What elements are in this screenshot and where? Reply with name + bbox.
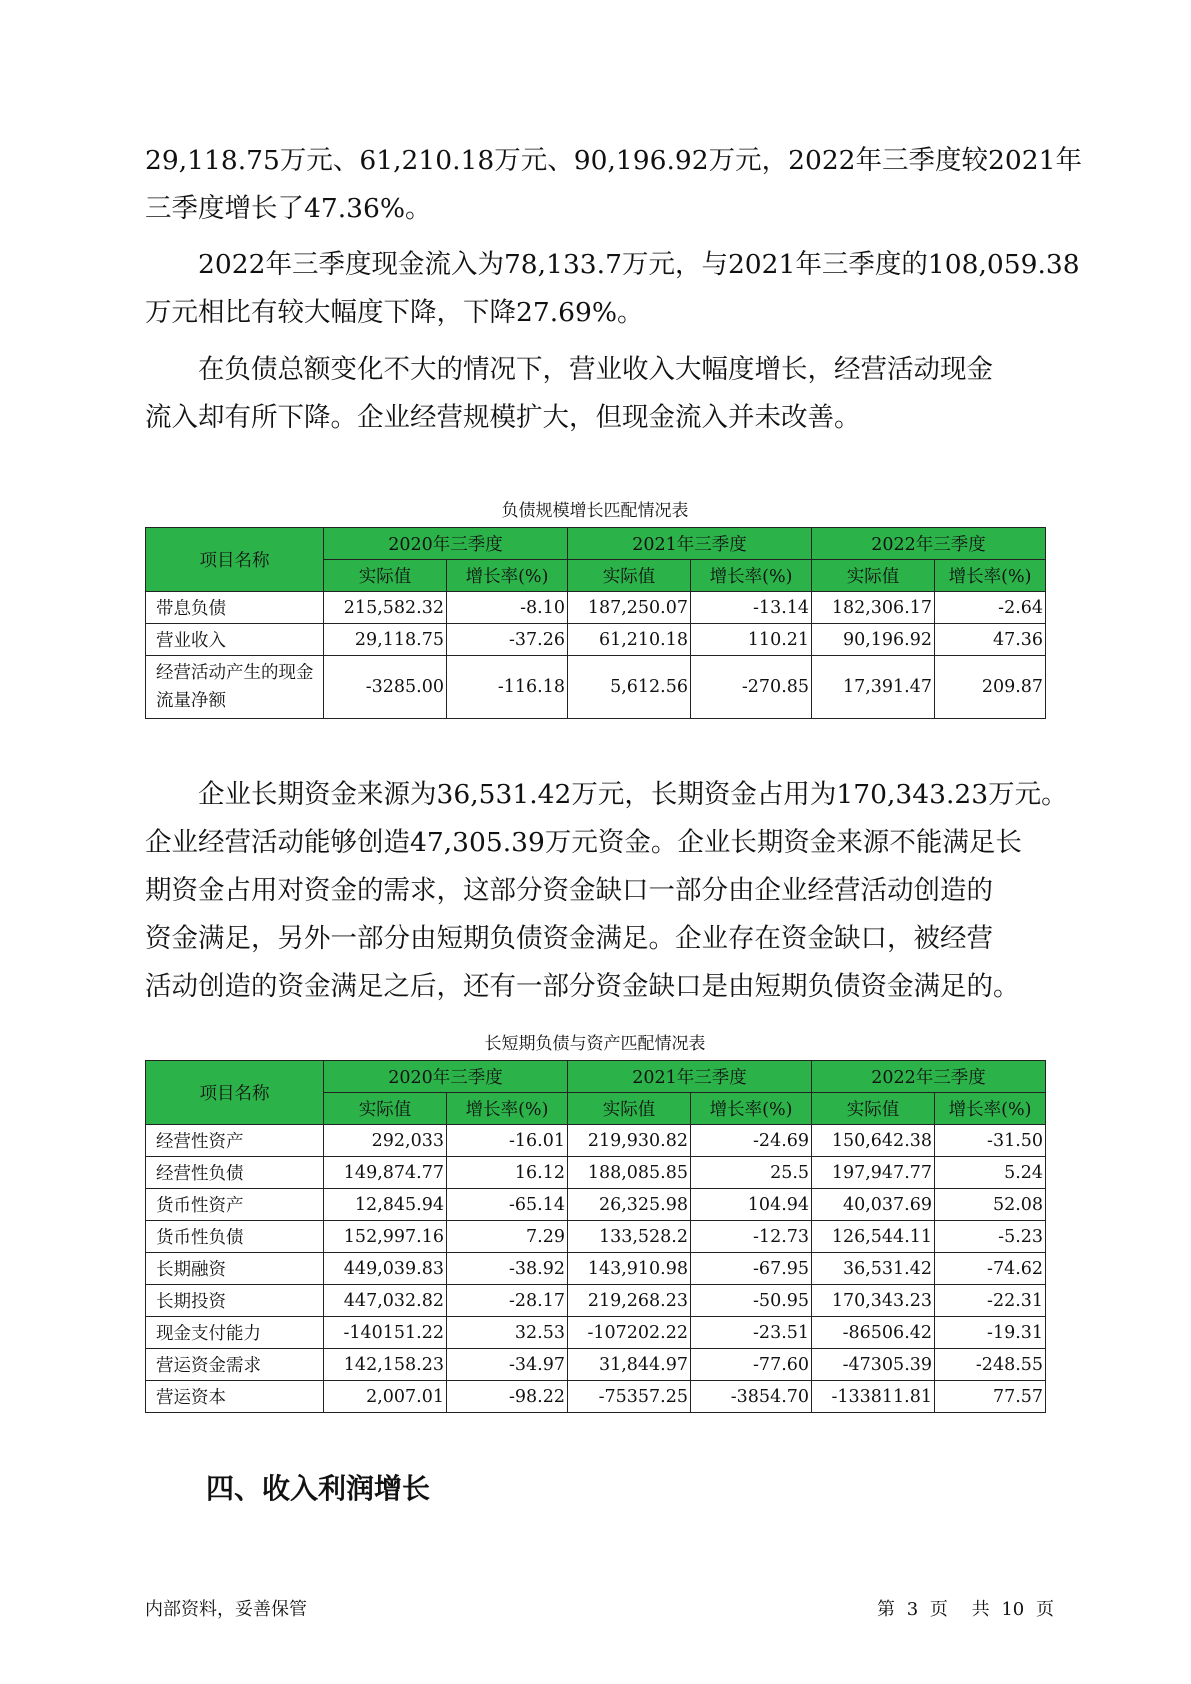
table-cell: 219,268.23: [568, 1285, 691, 1317]
table-cell: 25.5: [691, 1157, 812, 1189]
actual-value-header: 实际值: [324, 1093, 447, 1125]
table-cell: 133,528.2: [568, 1221, 691, 1253]
paragraph-line: 流入却有所下降。企业经营规模扩大，但现金流入并未改善。: [145, 402, 861, 433]
table-cell: -77.60: [691, 1349, 812, 1381]
table-cell: -24.69: [691, 1125, 812, 1157]
table-cell: 197,947.77: [812, 1157, 935, 1189]
table-cell: 292,033: [324, 1125, 447, 1157]
paragraph-line: 29,118.75万元、61,210.18万元、90,196.92万元，2022年三季度较2021年: [145, 145, 1082, 176]
table-cell: -116.18: [447, 656, 568, 719]
item-name-header: 项目名称: [146, 528, 324, 592]
footer-note: 内部资料，妥善保管: [145, 1599, 307, 1620]
table-row: [146, 1157, 1046, 1189]
table-cell: -75357.25: [568, 1381, 691, 1413]
table-cell: -16.01: [447, 1125, 568, 1157]
table-cell: 170,343.23: [812, 1285, 935, 1317]
table-cell: -86506.42: [812, 1317, 935, 1349]
table1-caption: 负债规模增长匹配情况表: [501, 501, 689, 521]
table-row: [146, 1221, 1046, 1253]
table-cell: 17,391.47: [812, 656, 935, 719]
table-cell: 126,544.11: [812, 1221, 935, 1253]
table-cell: 90,196.92: [812, 624, 935, 656]
period-header: 2020年三季度: [324, 528, 568, 560]
page-prefix: 第: [876, 1599, 895, 1620]
table-cell: 152,997.16: [324, 1221, 447, 1253]
actual-value-header: 实际值: [324, 560, 447, 592]
table-row: [146, 592, 1046, 624]
table-row: [146, 1253, 1046, 1285]
table-cell: 104.94: [691, 1189, 812, 1221]
table-cell: -2.64: [935, 592, 1046, 624]
table-cell: 5,612.56: [568, 656, 691, 719]
table-cell: -248.55: [935, 1349, 1046, 1381]
table-cell: 12,845.94: [324, 1189, 447, 1221]
table-cell: 52.08: [935, 1189, 1046, 1221]
growth-rate-header: 增长率(%): [935, 560, 1046, 592]
row-label: 现金支付能力: [146, 1317, 324, 1349]
table-row: [146, 1349, 1046, 1381]
paragraph-line: 2022年三季度现金流入为78,133.7万元，与2021年三季度的108,059.38: [198, 249, 1080, 280]
paragraph-line: 三季度增长了47.36%。: [145, 193, 432, 224]
paragraph-cash-inflow: [145, 241, 1080, 337]
table-cell: 47.36: [935, 624, 1046, 656]
table-cell: -34.97: [447, 1349, 568, 1381]
table-row: [146, 624, 1046, 656]
table-cell: 215,582.32: [324, 592, 447, 624]
table-cell: 26,325.98: [568, 1189, 691, 1221]
growth-rate-header: 增长率(%): [691, 1093, 812, 1125]
table-cell: -37.26: [447, 624, 568, 656]
paragraph-line: 万元相比有较大幅度下降，下降27.69%。: [145, 297, 644, 328]
table-cell: 188,085.85: [568, 1157, 691, 1189]
table-cell: -38.92: [447, 1253, 568, 1285]
row-label: 营运资本: [146, 1381, 324, 1413]
growth-rate-header: 增长率(%): [447, 560, 568, 592]
paragraph-liability-summary: [145, 346, 1065, 442]
table-cell: -133811.81: [812, 1381, 935, 1413]
table-cell: -31.50: [935, 1125, 1046, 1157]
table-cell: 32.53: [447, 1317, 568, 1349]
table-cell: -47305.39: [812, 1349, 935, 1381]
table-cell: -3285.00: [324, 656, 447, 719]
table-cell: -50.95: [691, 1285, 812, 1317]
row-label: 经营活动产生的现金流量净额: [146, 656, 324, 719]
table-row: [146, 1317, 1046, 1349]
paragraph-line: 企业经营活动能够创造47,305.39万元资金。企业长期资金来源不能满足长: [145, 827, 1022, 858]
period-header: 2021年三季度: [568, 1061, 812, 1093]
row-label: 长期融资: [146, 1253, 324, 1285]
table-row: [146, 1381, 1046, 1413]
period-header: 2021年三季度: [568, 528, 812, 560]
table-cell: 209.87: [935, 656, 1046, 719]
actual-value-header: 实际值: [568, 560, 691, 592]
table-row: [146, 1125, 1046, 1157]
row-label: 经营性资产: [146, 1125, 324, 1157]
paragraph-long-term-funding: [145, 771, 1068, 1011]
table-cell: 449,039.83: [324, 1253, 447, 1285]
row-label: 货币性资产: [146, 1189, 324, 1221]
actual-value-header: 实际值: [812, 1093, 935, 1125]
table-cell: 29,118.75: [324, 624, 447, 656]
growth-rate-header: 增长率(%): [691, 560, 812, 592]
growth-rate-header: 增长率(%): [447, 1093, 568, 1125]
table-cell: -270.85: [691, 656, 812, 719]
row-label: 带息负债: [146, 592, 324, 624]
page-indicator: [871, 1595, 1054, 1621]
table-cell: -22.31: [935, 1285, 1046, 1317]
table-cell: 61,210.18: [568, 624, 691, 656]
table-cell: 142,158.23: [324, 1349, 447, 1381]
table-cell: -107202.22: [568, 1317, 691, 1349]
period-header: 2022年三季度: [812, 1061, 1046, 1093]
table-row: [146, 1285, 1046, 1317]
page-number: 3: [906, 1599, 919, 1620]
total-prefix: 共: [971, 1599, 990, 1620]
row-label: 货币性负债: [146, 1221, 324, 1253]
table-cell: -65.14: [447, 1189, 568, 1221]
actual-value-header: 实际值: [812, 560, 935, 592]
row-label: 营运资金需求: [146, 1349, 324, 1381]
paragraph-line: 期资金占用对资金的需求，这部分资金缺口一部分由企业经营活动创造的: [145, 875, 993, 906]
table-liability-growth: [145, 527, 1046, 719]
table-cell: 187,250.07: [568, 592, 691, 624]
paragraph-line: 企业长期资金来源为36,531.42万元，长期资金占用为170,343.23万元。: [198, 779, 1068, 810]
actual-value-header: 实际值: [568, 1093, 691, 1125]
row-label: 经营性负债: [146, 1157, 324, 1189]
table-cell: 7.29: [447, 1221, 568, 1253]
table-cell: -12.73: [691, 1221, 812, 1253]
table-row: [146, 1189, 1046, 1221]
table-cell: -140151.22: [324, 1317, 447, 1349]
row-label: 长期投资: [146, 1285, 324, 1317]
section-heading: 四、收入利润增长: [206, 1472, 431, 1505]
table-cell: 77.57: [935, 1381, 1046, 1413]
paragraph-revenue-growth: [145, 137, 1082, 233]
table-cell: -23.51: [691, 1317, 812, 1349]
table-cell: 110.21: [691, 624, 812, 656]
table-cell: -74.62: [935, 1253, 1046, 1285]
table-cell: -3854.70: [691, 1381, 812, 1413]
table-cell: -28.17: [447, 1285, 568, 1317]
table-cell: 36,531.42: [812, 1253, 935, 1285]
total-pages: 10: [1001, 1599, 1025, 1620]
table-cell: 2,007.01: [324, 1381, 447, 1413]
table-cell: -98.22: [447, 1381, 568, 1413]
table-cell: -8.10: [447, 592, 568, 624]
table-cell: 5.24: [935, 1157, 1046, 1189]
paragraph-line: 资金满足，另外一部分由短期负债资金满足。企业存在资金缺口，被经营: [145, 923, 993, 954]
table-cell: -13.14: [691, 592, 812, 624]
item-name-header: 项目名称: [146, 1061, 324, 1125]
table-cell: 182,306.17: [812, 592, 935, 624]
table-row: [146, 656, 1046, 719]
paragraph-line: 在负债总额变化不大的情况下，营业收入大幅度增长，经营活动现金: [198, 354, 993, 385]
table-debt-asset-matching: [145, 1060, 1046, 1413]
table-cell: 219,930.82: [568, 1125, 691, 1157]
table-cell: -5.23: [935, 1221, 1046, 1253]
table2-caption: 长短期负债与资产匹配情况表: [484, 1034, 706, 1054]
total-unit: 页: [1036, 1599, 1054, 1620]
row-label: 营业收入: [146, 624, 324, 656]
table-cell: 16.12: [447, 1157, 568, 1189]
paragraph-line: 活动创造的资金满足之后，还有一部分资金缺口是由短期负债资金满足的。: [145, 971, 1020, 1002]
growth-rate-header: 增长率(%): [935, 1093, 1046, 1125]
table-cell: 447,032.82: [324, 1285, 447, 1317]
table-cell: 31,844.97: [568, 1349, 691, 1381]
period-header: 2020年三季度: [324, 1061, 568, 1093]
period-header: 2022年三季度: [812, 528, 1046, 560]
table-cell: 149,874.77: [324, 1157, 447, 1189]
page-unit: 页: [929, 1599, 948, 1620]
table-cell: -19.31: [935, 1317, 1046, 1349]
table-cell: -67.95: [691, 1253, 812, 1285]
table-cell: 150,642.38: [812, 1125, 935, 1157]
table-cell: 143,910.98: [568, 1253, 691, 1285]
table-cell: 40,037.69: [812, 1189, 935, 1221]
